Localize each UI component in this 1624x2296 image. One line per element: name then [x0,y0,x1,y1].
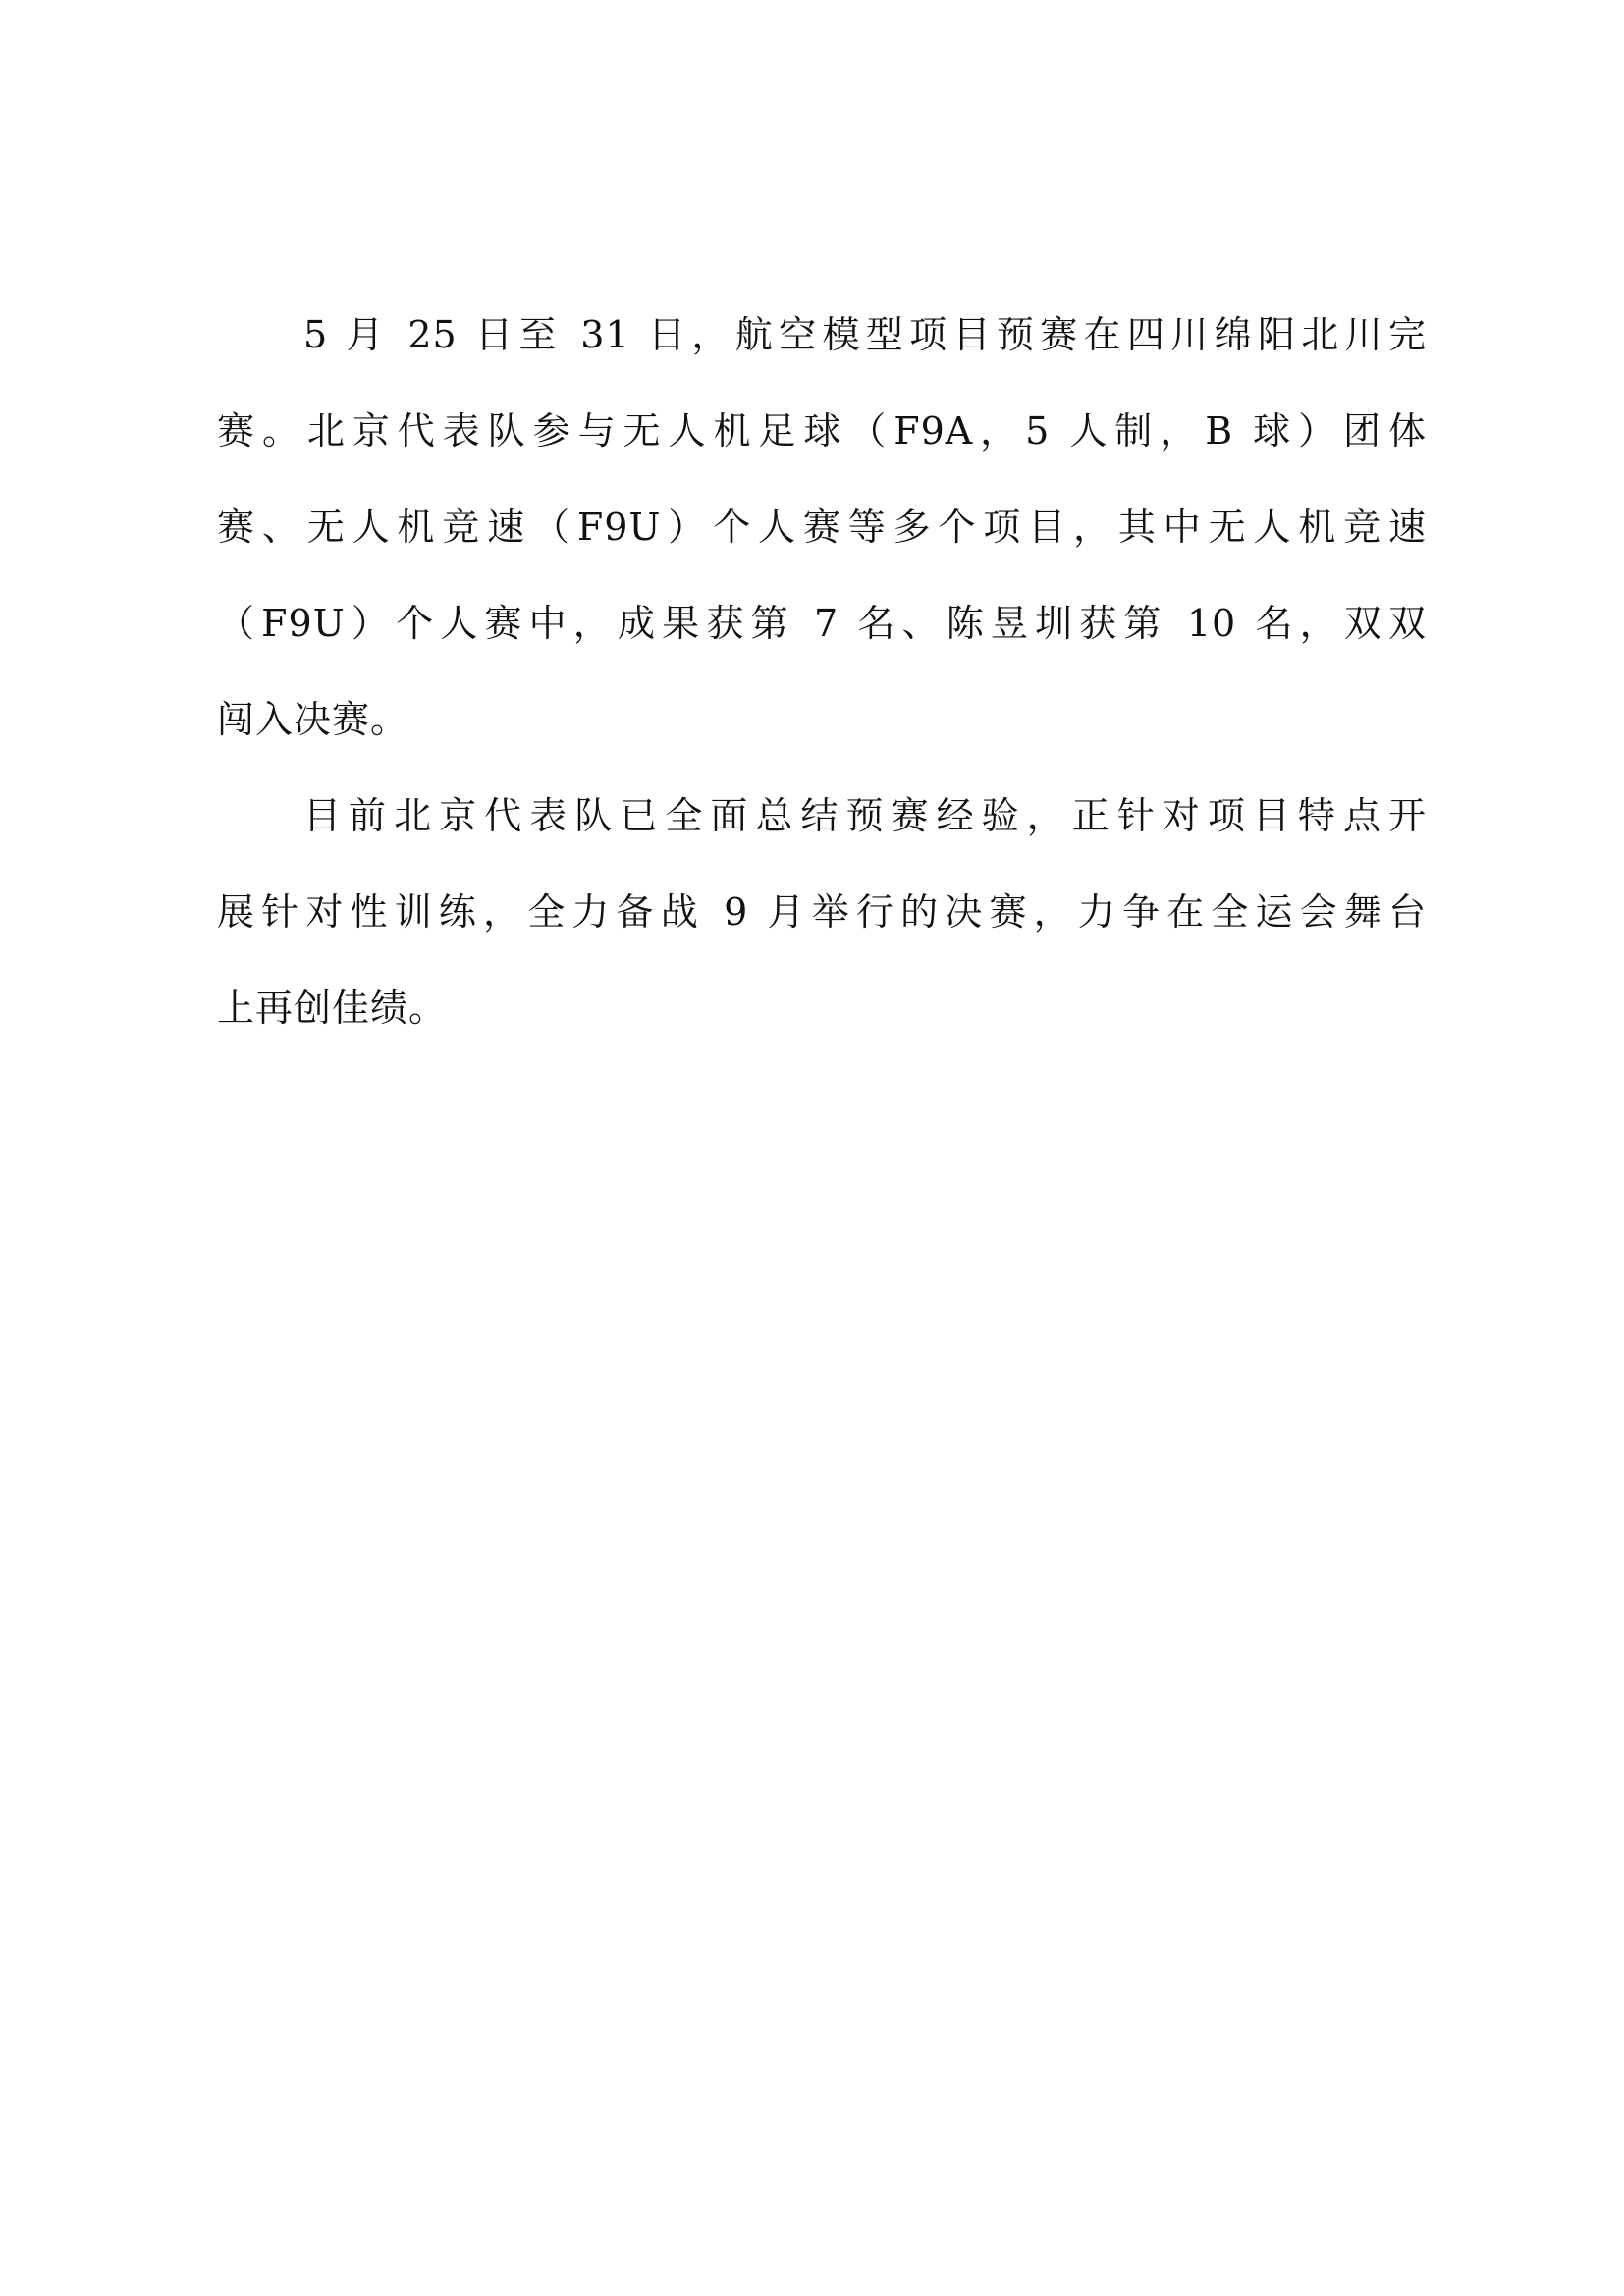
document-body [217,306,1427,1076]
paragraph-line: 展针对性训练，全力备战 9 月举行的决赛，力争在全运会舞台 [217,890,1427,934]
paragraph-prelims-result [217,306,1427,787]
paragraph-line: 赛、无人机竞速（F9U）个人赛等多个项目，其中无人机竞速 [217,506,1427,549]
paragraph-line: 上再创佳绩。 [217,987,448,1030]
paragraph-line: 目前北京代表队已全面总结预赛经验，正针对项目特点开 [303,794,1427,837]
paragraph-line: 赛。北京代表队参与无人机足球（F9A，5 人制，B 球）团体 [217,409,1427,453]
paragraph-line: 闯入决赛。 [217,698,409,741]
paragraph-line: （F9U）个人赛中，成果获第 7 名、陈昱圳获第 10 名，双双 [217,602,1427,645]
paragraph-final-preparation [217,787,1427,1076]
paragraph-line: 5 月 25 日至 31 日，航空模型项目预赛在四川绵阳北川完 [303,313,1427,356]
